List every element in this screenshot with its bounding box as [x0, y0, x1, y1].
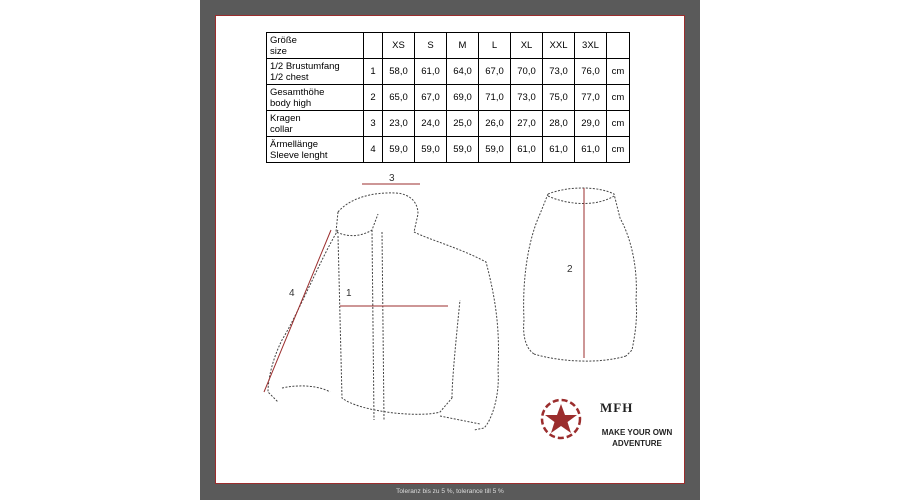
cell-value: 23,0: [383, 111, 415, 137]
cell-value: 59,0: [479, 137, 511, 163]
chest-dimension-label: 1: [346, 288, 352, 299]
cell-value: 26,0: [479, 111, 511, 137]
row-label-de: Kragen: [270, 112, 301, 124]
size-3xl: 3XL: [575, 33, 607, 59]
cell-value: 61,0: [511, 137, 543, 163]
row-label-en: 1/2 chest: [270, 71, 309, 83]
row-unit: cm: [607, 111, 630, 137]
cell-value: 77,0: [575, 85, 607, 111]
row-number: 1: [364, 59, 383, 85]
header-label-en: size: [270, 45, 287, 57]
cell-value: 70,0: [511, 59, 543, 85]
tolerance-note: Toleranz bis zu 5 %, tolerance till 5 %: [396, 488, 504, 495]
cell-value: 61,0: [575, 137, 607, 163]
brand-name: MFH: [600, 400, 634, 415]
cell-value: 73,0: [543, 59, 575, 85]
cell-value: 24,0: [415, 111, 447, 137]
height-dimension-label: 2: [567, 264, 573, 275]
size-l: L: [479, 33, 511, 59]
cell-value: 59,0: [447, 137, 479, 163]
cell-value: 73,0: [511, 85, 543, 111]
size-m: M: [447, 33, 479, 59]
header-label-de: Größe: [270, 34, 297, 46]
sleeve-measure-line: [264, 230, 331, 392]
row-label-en: body high: [270, 97, 312, 109]
cell-value: 58,0: [383, 59, 415, 85]
collar-dimension-label: 3: [389, 173, 395, 184]
cell-value: 29,0: [575, 111, 607, 137]
brand-tagline-line2: ADVENTURE: [612, 439, 662, 448]
cell-value: 67,0: [479, 59, 511, 85]
cell-value: 61,0: [415, 59, 447, 85]
row-unit: cm: [607, 137, 630, 163]
cell-value: 67,0: [415, 85, 447, 111]
brand-tagline: [592, 427, 682, 449]
measurement-lines: [264, 184, 584, 392]
size-xl: XL: [511, 33, 543, 59]
size-xxl: XXL: [543, 33, 575, 59]
jacket-front-outline: [268, 193, 499, 430]
cell-value: 76,0: [575, 59, 607, 85]
row-unit: cm: [607, 59, 630, 85]
sleeve-dimension-label: 4: [289, 288, 295, 299]
row-label-de: 1/2 Brustumfang: [270, 60, 340, 72]
row-number: 4: [364, 137, 383, 163]
row-label-de: Ärmellänge: [270, 138, 319, 150]
cell-value: 61,0: [543, 137, 575, 163]
cell-value: 25,0: [447, 111, 479, 137]
brand-tagline-line1: MAKE YOUR OWN: [601, 428, 673, 437]
cell-value: 27,0: [511, 111, 543, 137]
row-unit: cm: [607, 85, 630, 111]
cell-value: 59,0: [383, 137, 415, 163]
cell-value: 75,0: [543, 85, 575, 111]
cell-value: 28,0: [543, 111, 575, 137]
star-logo-icon: [540, 398, 582, 440]
cell-value: 71,0: [479, 85, 511, 111]
row-number: 3: [364, 111, 383, 137]
cell-value: 64,0: [447, 59, 479, 85]
row-number: 2: [364, 85, 383, 111]
jacket-back-outline: [524, 188, 637, 361]
size-xs: XS: [383, 33, 415, 59]
row-label-en: collar: [270, 123, 293, 135]
cell-value: 65,0: [383, 85, 415, 111]
cell-value: 69,0: [447, 85, 479, 111]
row-label-en: Sleeve lenght: [270, 149, 328, 161]
size-s: S: [415, 33, 447, 59]
cell-value: 59,0: [415, 137, 447, 163]
row-label-de: Gesamthöhe: [270, 86, 325, 98]
